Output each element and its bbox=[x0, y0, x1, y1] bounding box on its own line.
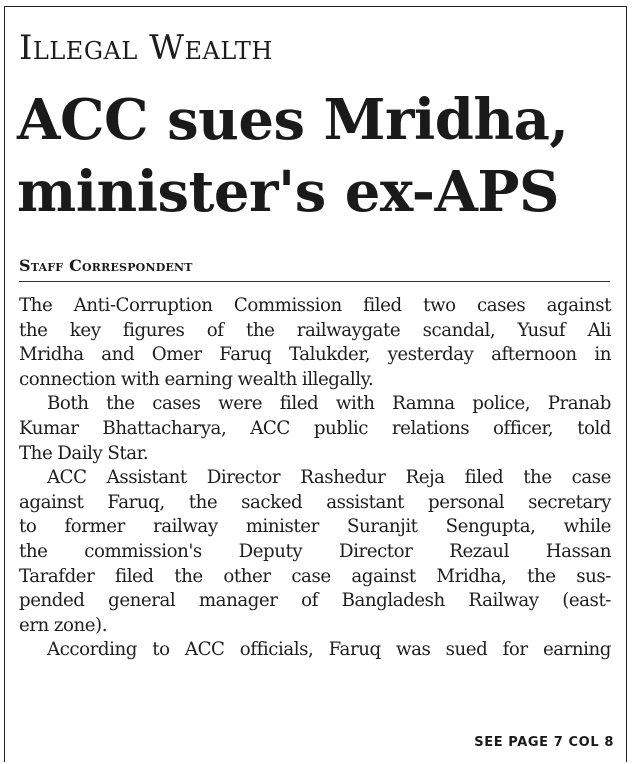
body-line: pended general manager of Bangladesh Railway (east- bbox=[19, 590, 611, 612]
body-line: ern zone). bbox=[19, 614, 108, 636]
body-line: ACC Assistant Director Rashedur Reja filed the case bbox=[47, 467, 611, 489]
body-line: Kumar Bhattacharya, ACC public relations officer, told bbox=[19, 417, 611, 439]
body-line: the commission's Deputy Director Rezaul Hassan bbox=[19, 540, 611, 562]
body-line: to former railway minister Suranjit Sengupta, while bbox=[19, 516, 611, 538]
body-line: The Anti-Corruption Commission filed two cases against bbox=[19, 295, 611, 316]
byline: Staff Correspondent bbox=[19, 256, 193, 275]
continuation-jump[interactable]: SEE PAGE 7 COL 8 bbox=[474, 735, 614, 750]
body-line: According to ACC officials, Faruq was sued for earning bbox=[47, 639, 611, 661]
headline-line-2: minister's ex-APS bbox=[17, 159, 559, 225]
byline-divider bbox=[19, 281, 610, 282]
body-line: Mridha and Omer Faruq Talukder, yesterday afternoon in bbox=[19, 344, 611, 366]
kicker: Illegal Wealth bbox=[19, 28, 273, 68]
article-body bbox=[19, 294, 611, 663]
headline bbox=[17, 84, 622, 228]
body-line: Both the cases were filed with Ramna police, Pranab bbox=[47, 393, 611, 415]
body-line: Tarafder filed the other case against Mridha, the sus- bbox=[19, 565, 611, 587]
headline-line-1: ACC sues Mridha, bbox=[17, 87, 569, 153]
body-line: connection with earning wealth illegally. bbox=[19, 368, 374, 390]
body-line: The Daily Star. bbox=[19, 442, 149, 464]
body-line: the key figures of the railwaygate scandal, Yusuf Ali bbox=[19, 319, 611, 341]
body-line: against Faruq, the sacked assistant personal secretary bbox=[19, 491, 611, 513]
